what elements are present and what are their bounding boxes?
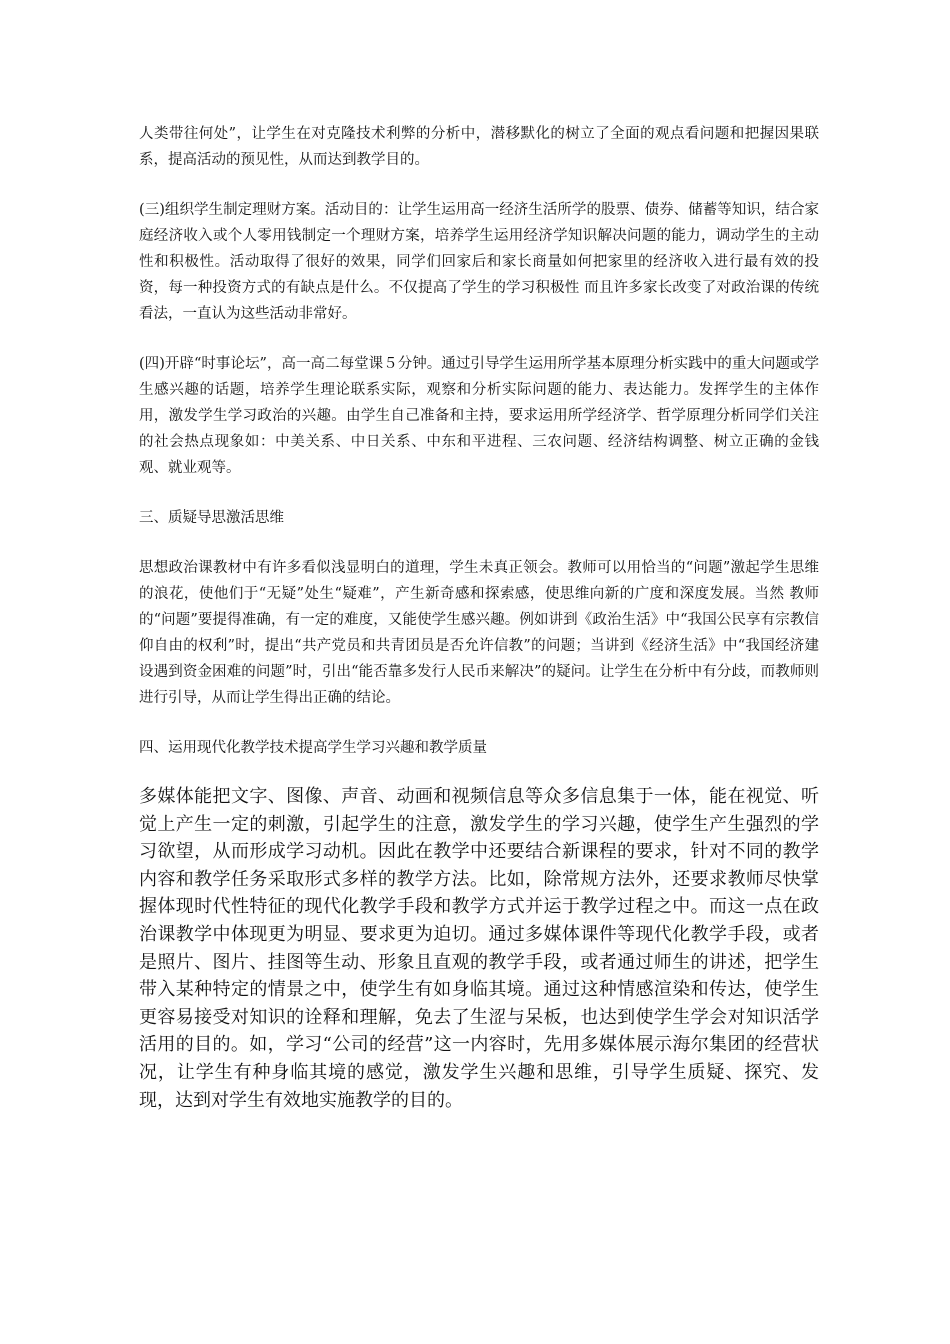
paragraph-current-affairs-forum: (四)开辟“时事论坛”，高一高二每堂课５分钟。通过引导学生运用所学基本原理分析实践中的重大问题或学生感兴趣的话题，培养学生理论联系实际，观察和分析实际问题的能力、表达能力。发挥学生的主体作用，激发学生学习政治的兴趣。由学生自己准备和主持，要求运用所学经济学、哲学原理分析同学们关注的社会热点现象如：中美关系、中日关系、中东和平进程、三农问题、经济结构调整、树立正确的金钱观、就业观等。 xyxy=(139,356,819,476)
paragraph-cloning-conclusion: 人类带往何处”，让学生在对克隆技术利弊的分析中，潜移默化的树立了全面的观点看问题和把握因果联系，提高活动的预见性，从而达到教学目的。 xyxy=(139,126,819,168)
section-heading-questioning: 三、质疑导思激活思维 xyxy=(139,510,284,526)
paragraph-multimedia: 多媒体能把文字、图像、声音、动画和视频信息等众多信息集于一体，能在视觉、听觉上产生一定的刺激，引起学生的注意，激发学生的学习兴趣，使学生产生强烈的学习欲望，从而形成学习动机。因此在教学中还要结合新课程的要求，针对不同的教学内容和教学任务采取形式多样的教学方法。比如，除常规方法外，还要求教师尽快掌握体现时代性特征的现代化教学手段和教学方式并运于教学过程之中。而这一点在政治课教学中体现更为明显、要求更为迫切。通过多媒体课件等现代化教学手段，或者是照片、图片、挂图等生动、形象且直观的教学手段，或者通过师生的讲述，把学生带入某种特定的情景之中，使学生有如身临其境。通过这种情感渲染和传达，使学生更容易接受对知识的诠释和理解，免去了生涩与呆板，也达到使学生学会对知识活学活用的目的。如，学习“公司的经营”这一内容时，先用多媒体展示海尔集团的经营状况，让学生有种身临其境的感觉，激发学生兴趣和思维，引导学生质疑、探究、发现，达到对学生有效地实施教学的目的。 xyxy=(139,786,819,1111)
paragraph-questioning: 思想政治课教材中有许多看似浅显明白的道理，学生未真正领会。教师可以用恰当的“问题”激起学生思维的浪花，使他们于“无疑”处生“疑难”，产生新奇感和探索感，使思维向新的广度和深度发展。当然 教师的“问题”要提得准确，有一定的难度，又能使学生感兴趣。例如讲到《政治生活》中“我国公民享有宗教信仰自由的权利”时，提出“共产党员和共青团员是否允许信教”的问题；当讲到《经济生活》中“我国经济建设遇到资金困难的问题”时，引出“能否靠多发行人民币来解决”的疑问。让学生在分析中有分歧，而教师则进行引导，从而让学生得出正确的结论。 xyxy=(139,560,819,706)
document-page xyxy=(139,121,819,1114)
paragraph-financial-plan: (三)组织学生制定理财方案。活动目的：让学生运用高一经济生活所学的股票、债券、储蓄等知识，结合家庭经济收入或个人零用钱制定一个理财方案，培养学生运用经济学知识解决问题的能力，调动学生的主动性和积极性。活动取得了很好的效果，同学们回家后和家长商量如何把家里的经济收入进行最有效的投资，每一种投资方式的有缺点是什么。不仅提高了学生的学习积极性 而且许多家长改变了对政治课的传统看法，一直认为这些活动非常好。 xyxy=(139,202,819,322)
section-heading-modern-technology: 四、运用现代化教学技术提高学生学习兴趣和教学质量 xyxy=(139,740,487,756)
